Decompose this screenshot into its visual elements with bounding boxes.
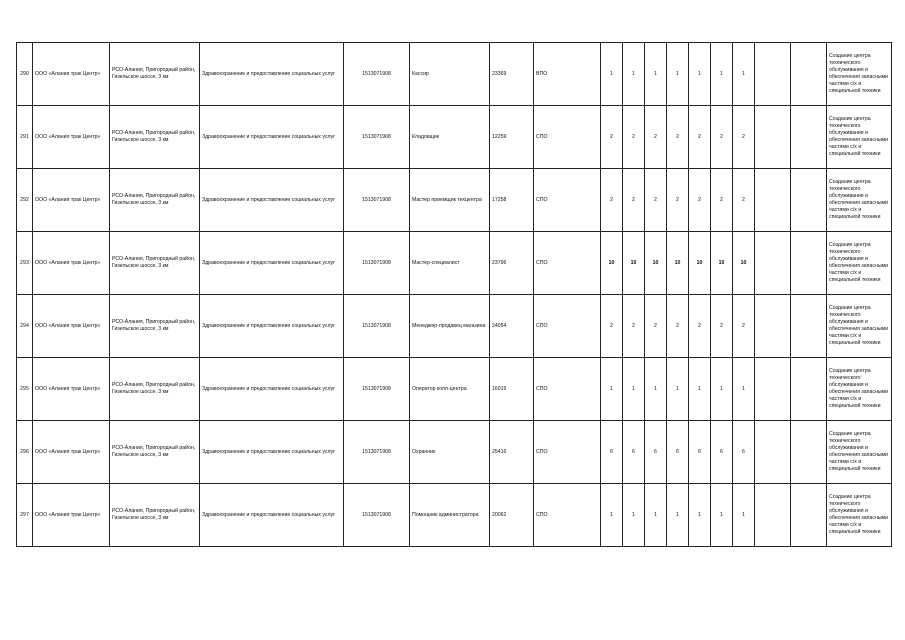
sector-cell: Здравоохранение и предоставление социальных услуг — [200, 421, 344, 484]
project-cell: Создание центра технического обслуживания и обеспечения запасными частями с/х и специальной техники — [827, 358, 892, 421]
address-cell: РСО-Алания, Пригородный район, Гизельское шоссе, 3 км — [110, 169, 200, 232]
quantity-cell: 2 — [733, 106, 755, 169]
address-cell: РСО-Алания, Пригородный район, Гизельское шоссе, 3 км — [110, 232, 200, 295]
quantity-cell: 2 — [711, 106, 733, 169]
quantity-cell: 1 — [711, 358, 733, 421]
quantity-cell: 6 — [645, 421, 667, 484]
project-cell: Создание центра технического обслуживания и обеспечения запасными частями с/х и специальной техники — [827, 421, 892, 484]
quantity-cell: 2 — [689, 295, 711, 358]
project-cell: Создание центра технического обслуживания и обеспечения запасными частями с/х и специальной техники — [827, 484, 892, 547]
project-cell: Создание центра технического обслуживания и обеспечения запасными частями с/х и специальной техники — [827, 232, 892, 295]
quantity-cell: 2 — [645, 169, 667, 232]
inn-cell: 1513071908 — [344, 106, 410, 169]
education-cell: СПО — [534, 484, 601, 547]
quantity-cell: 2 — [645, 295, 667, 358]
empty-cell — [791, 106, 827, 169]
quantity-cell: 1 — [601, 484, 623, 547]
sector-cell: Здравоохранение и предоставление социальных услуг — [200, 484, 344, 547]
profession-cell: Помощник администратора — [410, 484, 490, 547]
inn-cell: 1513071908 — [344, 43, 410, 106]
empty-cell — [755, 232, 791, 295]
profession-code-cell: 23796 — [490, 232, 534, 295]
table-row — [17, 484, 892, 547]
education-cell: СПО — [534, 421, 601, 484]
profession-code-cell: 25416 — [490, 421, 534, 484]
profession-code-cell: 20062 — [490, 484, 534, 547]
empty-cell — [755, 169, 791, 232]
quantity-cell: 1 — [601, 358, 623, 421]
quantity-cell: 1 — [689, 484, 711, 547]
quantity-cell: 6 — [733, 421, 755, 484]
quantity-cell: 2 — [689, 169, 711, 232]
quantity-cell: 2 — [601, 106, 623, 169]
profession-code-cell: 12259 — [490, 106, 534, 169]
inn-cell: 1513071908 — [344, 484, 410, 547]
row-number-cell: 296 — [17, 421, 33, 484]
sector-cell: Здравоохранение и предоставление социальных услуг — [200, 358, 344, 421]
education-cell: СПО — [534, 169, 601, 232]
organization-cell: ООО «Алания трак Центр» — [33, 421, 110, 484]
inn-cell: 1513071908 — [344, 421, 410, 484]
quantity-cell: 10 — [733, 232, 755, 295]
profession-cell: Мастер приемщик техцентра — [410, 169, 490, 232]
quantity-cell: 1 — [711, 43, 733, 106]
quantity-cell: 1 — [623, 484, 645, 547]
quantity-cell: 1 — [689, 358, 711, 421]
quantity-cell: 2 — [601, 169, 623, 232]
quantity-cell: 1 — [645, 43, 667, 106]
quantity-cell: 6 — [689, 421, 711, 484]
quantity-cell: 1 — [645, 484, 667, 547]
inn-cell: 1513071908 — [344, 295, 410, 358]
quantity-cell: 2 — [667, 106, 689, 169]
table-body — [17, 43, 892, 547]
empty-cell — [791, 421, 827, 484]
quantity-cell: 1 — [667, 43, 689, 106]
project-cell: Создание центра технического обслуживания и обеспечения запасными частями с/х и специальной техники — [827, 43, 892, 106]
education-cell: СПО — [534, 106, 601, 169]
profession-cell: Мастер-специалист — [410, 232, 490, 295]
quantity-cell: 6 — [667, 421, 689, 484]
quantity-cell: 2 — [667, 169, 689, 232]
organization-cell: ООО «Алания трак Центр» — [33, 484, 110, 547]
row-number-cell: 297 — [17, 484, 33, 547]
organization-cell: ООО «Алания трак Центр» — [33, 232, 110, 295]
row-number-cell: 291 — [17, 106, 33, 169]
empty-cell — [755, 43, 791, 106]
address-cell: РСО-Алания, Пригородный район, Гизельское шоссе, 3 км — [110, 106, 200, 169]
inn-cell: 1513071908 — [344, 169, 410, 232]
quantity-cell: 6 — [601, 421, 623, 484]
profession-code-cell: 16019 — [490, 358, 534, 421]
quantity-cell: 2 — [711, 295, 733, 358]
table-row — [17, 169, 892, 232]
project-cell: Создание центра технического обслуживания и обеспечения запасными частями с/х и специальной техники — [827, 295, 892, 358]
row-number-cell: 292 — [17, 169, 33, 232]
quantity-cell: 2 — [645, 106, 667, 169]
quantity-cell: 1 — [689, 43, 711, 106]
profession-cell: Оператор колл-центра — [410, 358, 490, 421]
profession-code-cell: 17258 — [490, 169, 534, 232]
quantity-cell: 6 — [711, 421, 733, 484]
quantity-cell: 2 — [733, 169, 755, 232]
table-row — [17, 295, 892, 358]
project-cell: Создание центра технического обслуживания и обеспечения запасными частями с/х и специальной техники — [827, 106, 892, 169]
quantity-cell: 10 — [645, 232, 667, 295]
quantity-cell: 1 — [623, 43, 645, 106]
empty-cell — [755, 421, 791, 484]
quantity-cell: 1 — [623, 358, 645, 421]
row-number-cell: 293 — [17, 232, 33, 295]
quantity-cell: 10 — [711, 232, 733, 295]
quantity-cell: 2 — [623, 106, 645, 169]
quantity-cell: 2 — [733, 295, 755, 358]
sector-cell: Здравоохранение и предоставление социальных услуг — [200, 106, 344, 169]
quantity-cell: 10 — [667, 232, 689, 295]
empty-cell — [791, 358, 827, 421]
quantity-cell: 2 — [689, 106, 711, 169]
organization-cell: ООО «Алания трак Центр» — [33, 106, 110, 169]
table-row — [17, 421, 892, 484]
empty-cell — [755, 358, 791, 421]
inn-cell: 1513071908 — [344, 358, 410, 421]
quantity-cell: 1 — [733, 358, 755, 421]
vacancy-table — [16, 42, 892, 547]
sector-cell: Здравоохранение и предоставление социальных услуг — [200, 43, 344, 106]
quantity-cell: 1 — [733, 484, 755, 547]
quantity-cell: 10 — [601, 232, 623, 295]
quantity-cell: 2 — [623, 169, 645, 232]
quantity-cell: 2 — [623, 295, 645, 358]
quantity-cell: 10 — [689, 232, 711, 295]
address-cell: РСО-Алания, Пригородный район, Гизельское шоссе, 3 км — [110, 484, 200, 547]
profession-code-cell: 24054 — [490, 295, 534, 358]
sector-cell: Здравоохранение и предоставление социальных услуг — [200, 232, 344, 295]
quantity-cell: 1 — [645, 358, 667, 421]
empty-cell — [755, 484, 791, 547]
quantity-cell: 1 — [667, 358, 689, 421]
organization-cell: ООО «Алания трак Центр» — [33, 295, 110, 358]
quantity-cell: 1 — [601, 43, 623, 106]
education-cell: ВПО — [534, 43, 601, 106]
empty-cell — [791, 232, 827, 295]
organization-cell: ООО «Алания трак Центр» — [33, 358, 110, 421]
row-number-cell: 294 — [17, 295, 33, 358]
education-cell: СПО — [534, 358, 601, 421]
empty-cell — [755, 295, 791, 358]
address-cell: РСО-Алания, Пригородный район, Гизельское шоссе, 3 км — [110, 295, 200, 358]
quantity-cell: 1 — [711, 484, 733, 547]
table-row — [17, 358, 892, 421]
table-row — [17, 106, 892, 169]
empty-cell — [755, 106, 791, 169]
empty-cell — [791, 43, 827, 106]
quantity-cell: 2 — [601, 295, 623, 358]
organization-cell: ООО «Алания трак Центр» — [33, 169, 110, 232]
quantity-cell: 1 — [733, 43, 755, 106]
quantity-cell: 10 — [623, 232, 645, 295]
empty-cell — [791, 169, 827, 232]
profession-cell: Охранник — [410, 421, 490, 484]
quantity-cell: 2 — [711, 169, 733, 232]
row-number-cell: 290 — [17, 43, 33, 106]
profession-cell: Кладовщик — [410, 106, 490, 169]
inn-cell: 1513071908 — [344, 232, 410, 295]
profession-code-cell: 23369 — [490, 43, 534, 106]
empty-cell — [791, 295, 827, 358]
sector-cell: Здравоохранение и предоставление социальных услуг — [200, 169, 344, 232]
project-cell: Создание центра технического обслуживания и обеспечения запасными частями с/х и специальной техники — [827, 169, 892, 232]
table-row — [17, 232, 892, 295]
profession-cell: Менеджер-продавец магазина — [410, 295, 490, 358]
empty-cell — [791, 484, 827, 547]
organization-cell: ООО «Алания трак Центр» — [33, 43, 110, 106]
address-cell: РСО-Алания, Пригородный район, Гизельское шоссе, 3 км — [110, 421, 200, 484]
profession-cell: Кассир — [410, 43, 490, 106]
table-row — [17, 43, 892, 106]
quantity-cell: 2 — [667, 295, 689, 358]
address-cell: РСО-Алания, Пригородный район, Гизельское шоссе, 3 км — [110, 358, 200, 421]
education-cell: СПО — [534, 295, 601, 358]
sector-cell: Здравоохранение и предоставление социальных услуг — [200, 295, 344, 358]
address-cell: РСО-Алания, Пригородный район, Гизельское шоссе, 3 км — [110, 43, 200, 106]
quantity-cell: 1 — [667, 484, 689, 547]
education-cell: СПО — [534, 232, 601, 295]
row-number-cell: 295 — [17, 358, 33, 421]
quantity-cell: 6 — [623, 421, 645, 484]
